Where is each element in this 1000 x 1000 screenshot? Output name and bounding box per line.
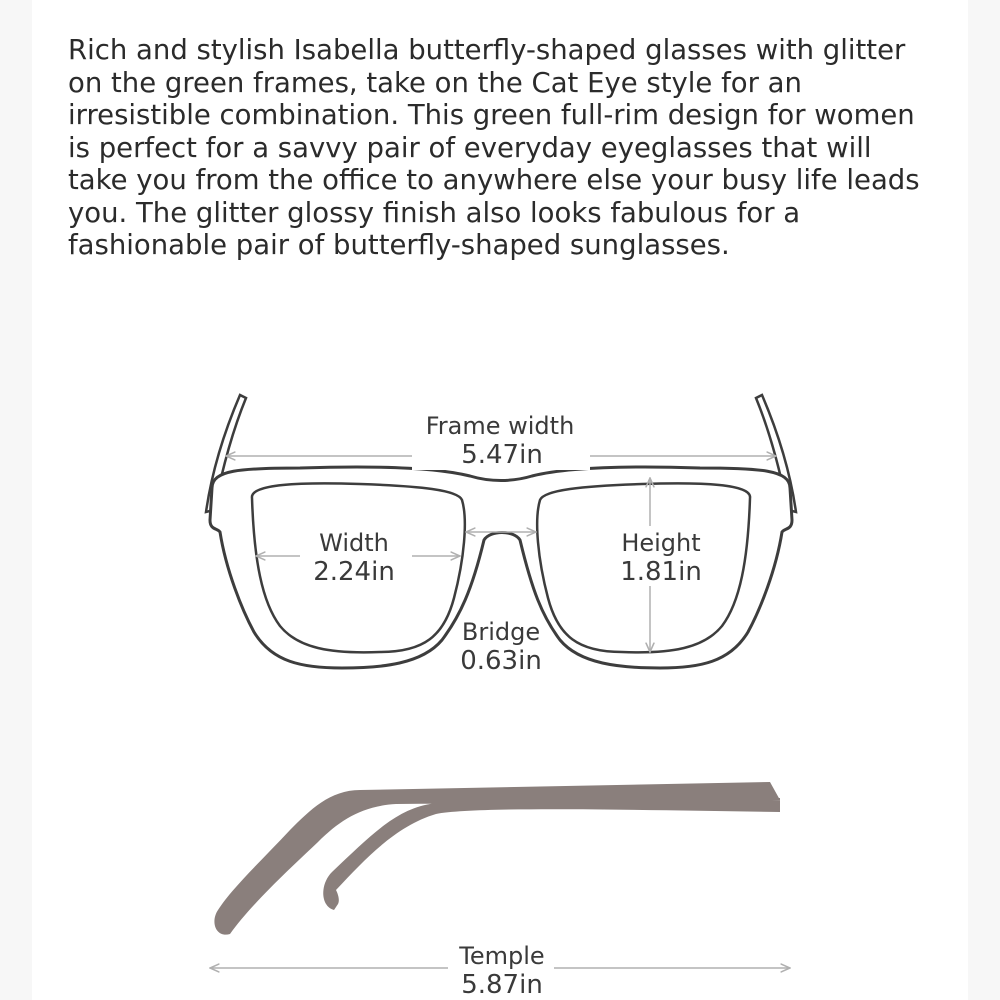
bridge-label: Bridge bbox=[461, 618, 541, 646]
lens-width-value: 2.24in bbox=[313, 557, 395, 587]
frame-width-value: 5.47in bbox=[461, 440, 543, 470]
frame-width-label: Frame width bbox=[425, 412, 575, 440]
product-description: Rich and stylish Isabella butterfly-shaped glasses with glitter on the green frames, take on the Cat Eye style for an irresistible combination. This green full-rim design for women is perfect for a savvy pair of everyday eyeglasses that will take you from the office to anywhere else your busy life leads you. The glitter glossy finish also looks fabulous for a fashionable pair of butterfly-shaped sunglasses. bbox=[68, 34, 920, 261]
temple-arm bbox=[214, 782, 780, 935]
lens-width-label: Width bbox=[319, 529, 389, 557]
temple-label: Temple bbox=[459, 942, 545, 970]
bridge-value: 0.63in bbox=[460, 646, 542, 676]
temple-value: 5.87in bbox=[461, 970, 543, 1000]
lens-height-value: 1.81in bbox=[620, 557, 702, 587]
lens-height-label: Height bbox=[621, 529, 701, 557]
